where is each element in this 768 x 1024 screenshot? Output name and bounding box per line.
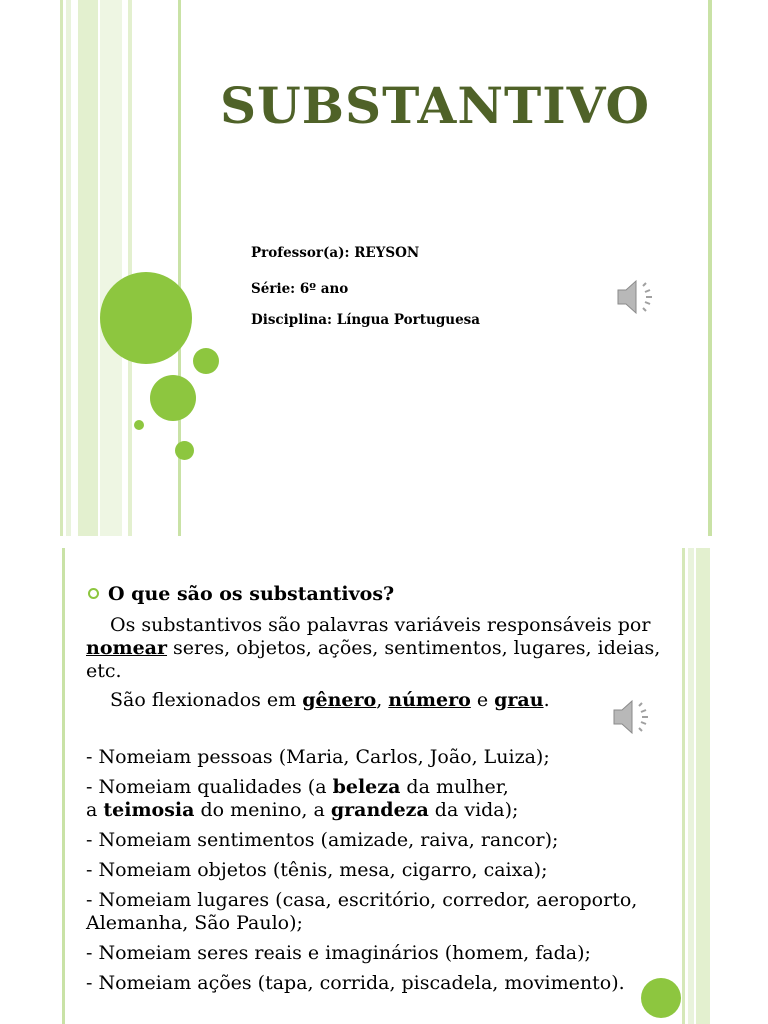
decor-circle-small: [193, 348, 219, 374]
examples-list: [86, 746, 686, 1002]
decor-bar: [128, 0, 132, 536]
list-item: - Nomeiam lugares (casa, escritório, corredor, aeroporto, Alemanha, São Paulo);: [86, 889, 638, 934]
decor-bar: [696, 548, 710, 1024]
bullet-icon: [88, 588, 99, 599]
definition-paragraph: Os substantivos são palavras variáveis responsáveis por nomear seres, objetos, ações, sentimentos, lugares, ideias, etc.: [86, 614, 661, 682]
keyword-grau: grau: [494, 689, 544, 711]
decor-circle-medium: [150, 375, 196, 421]
decor-bar: [66, 0, 71, 536]
speaker-icon[interactable]: [614, 274, 660, 320]
decor-circle-tiny: [134, 420, 144, 430]
question-text: O que são os substantivos?: [108, 583, 395, 605]
question-heading: [88, 583, 394, 605]
decor-bar: [100, 0, 122, 536]
keyword-numero: número: [388, 689, 471, 711]
decor-bar: [62, 548, 65, 1024]
list-item: - Nomeiam qualidades (a beleza da mulher, a teimosia do menino, a grandeza da vida);: [86, 776, 519, 821]
list-item: - Nomeiam ações (tapa, corrida, piscadela, movimento).: [86, 972, 625, 994]
keyword-nomear: nomear: [86, 637, 168, 659]
slide-gap: [0, 536, 768, 548]
decor-circle-small: [175, 441, 194, 460]
decor-bar: [78, 0, 98, 536]
decor-circle-large: [100, 272, 192, 364]
professor-label: Professor(a): REYSON: [251, 245, 420, 261]
serie-label: Série: 6º ano: [251, 281, 349, 297]
decor-bar: [688, 548, 694, 1024]
page-title: SUBSTANTIVO: [220, 76, 651, 135]
decor-bar: [708, 0, 712, 536]
disciplina-label: Disciplina: Língua Portuguesa: [251, 312, 481, 328]
list-item: - Nomeiam objetos (tênis, mesa, cigarro, caixa);: [86, 859, 548, 881]
list-item: - Nomeiam sentimentos (amizade, raiva, rancor);: [86, 829, 559, 851]
list-item: - Nomeiam pessoas (Maria, Carlos, João, Luiza);: [86, 746, 550, 768]
decor-bar: [60, 0, 63, 536]
flexion-paragraph: São flexionados em gênero, número e grau.: [110, 689, 550, 711]
list-item: - Nomeiam seres reais e imaginários (homem, fada);: [86, 942, 591, 964]
keyword-genero: gênero: [302, 689, 377, 711]
